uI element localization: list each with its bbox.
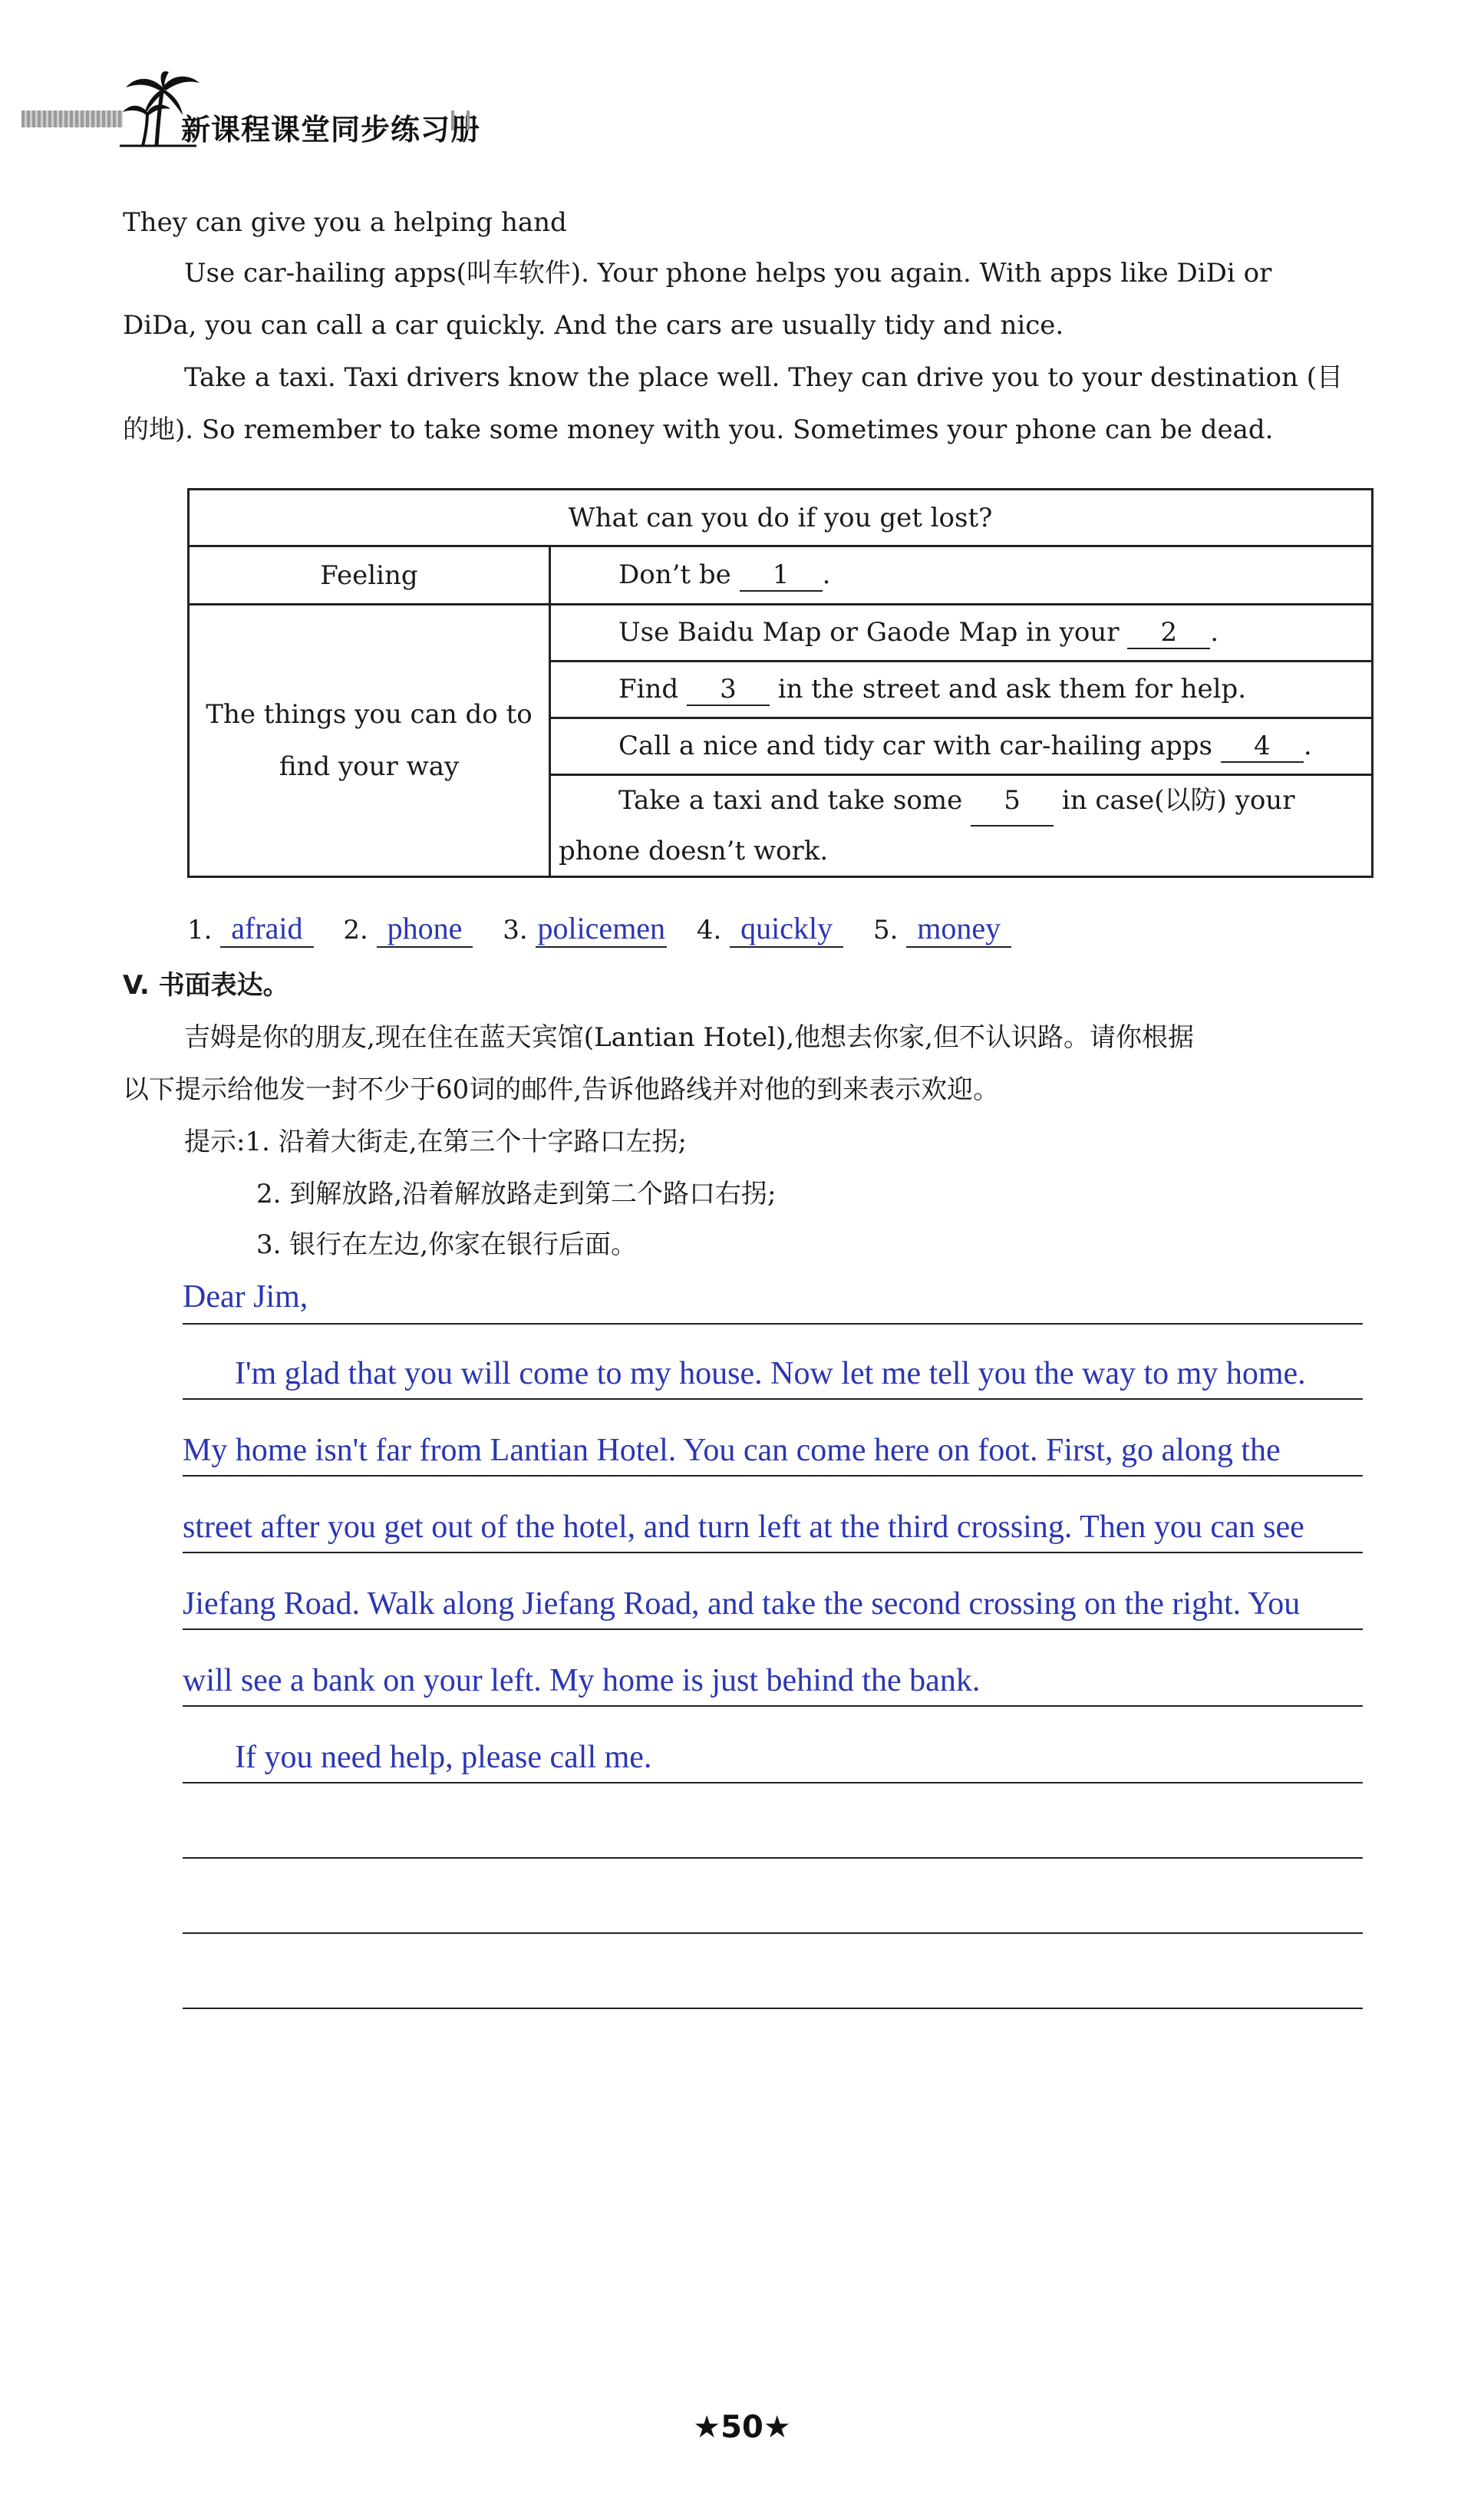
writing-line bbox=[183, 1932, 1363, 1934]
things-row-1 bbox=[550, 605, 1373, 662]
header-end-mark bbox=[451, 111, 470, 130]
feeling-label: Feeling bbox=[189, 546, 550, 605]
writing-line bbox=[183, 1857, 1363, 1859]
writing-line bbox=[183, 1398, 1363, 1400]
blank-1: 1 bbox=[740, 559, 823, 592]
book-title: 新课程课堂同步练习册 bbox=[181, 113, 481, 147]
things-row-2 bbox=[550, 662, 1373, 718]
essay-greeting: Dear Jim, bbox=[183, 1279, 308, 1315]
cell-text: Don’t be bbox=[618, 559, 731, 590]
blank-2: 2 bbox=[1127, 617, 1210, 649]
cell-text: Use Baidu Map or Gaode Map in your bbox=[618, 616, 1120, 648]
page-header bbox=[21, 71, 513, 163]
essay-line: will see a bank on your left. My home is just behind the bank. bbox=[183, 1663, 981, 1698]
hint-line: 3. 银行在左边,你家在银行后面。 bbox=[256, 1229, 638, 1260]
answer-number: 1. bbox=[187, 915, 213, 945]
answer-number: 2. bbox=[343, 915, 368, 945]
things-row-3 bbox=[550, 718, 1373, 775]
prompt-line: 吉姆是你的朋友,现在住在蓝天宾馆(Lantian Hotel),他想去你家,但不认识路。请你根据 bbox=[184, 1022, 1194, 1053]
passage-line: 的地). So remember to take some money with you. Sometimes your phone can be dead. bbox=[123, 414, 1274, 445]
answer-1: afraid bbox=[220, 910, 313, 948]
passage-line: DiDa, you can call a car quickly. And the cars are usually tidy and nice. bbox=[123, 310, 1064, 341]
answer-3: policemen bbox=[536, 910, 667, 948]
cell-text: phone doesn’t work. bbox=[559, 836, 829, 866]
cell-text: Find bbox=[618, 673, 679, 704]
cell-text: Take a taxi and take some bbox=[618, 785, 963, 816]
essay-line: Jiefang Road. Walk along Jiefang Road, and take the second crossing on the right. You bbox=[183, 1586, 1301, 1622]
answer-2: phone bbox=[377, 910, 473, 948]
header-decor-bar bbox=[21, 111, 123, 127]
section-heading: V. 书面表达。 bbox=[123, 970, 289, 1001]
info-table bbox=[187, 488, 1374, 878]
cell-text: . bbox=[822, 559, 831, 590]
prompt-line: 以下提示给他发一封不少于60词的邮件,告诉他路线并对他的到来表示欢迎。 bbox=[123, 1074, 1000, 1105]
writing-line bbox=[183, 1705, 1363, 1707]
essay-line: I'm glad that you will come to my house. Now let me tell you the way to my home. bbox=[235, 1356, 1306, 1391]
essay-line: My home isn't far from Lantian Hotel. You can come here on foot. First, go along the bbox=[183, 1433, 1281, 1468]
feeling-cell bbox=[550, 546, 1373, 605]
things-row-4 bbox=[550, 775, 1373, 877]
blank-4: 4 bbox=[1221, 731, 1304, 763]
answer-row bbox=[187, 910, 1033, 948]
blank-3: 3 bbox=[687, 674, 770, 706]
cell-text: in case(以防) your bbox=[1061, 785, 1295, 816]
answer-number: 4. bbox=[696, 915, 722, 945]
hint-line: 2. 到解放路,沿着解放路走到第二个路口右拐; bbox=[256, 1179, 777, 1209]
blank-5: 5 bbox=[971, 776, 1054, 827]
passage-line: Take a taxi. Taxi drivers know the place well. They can drive you to your destination (目 bbox=[184, 362, 1343, 393]
answer-4: quickly bbox=[730, 910, 843, 948]
passage-line: Use car-hailing apps(叫车软件). Your phone helps you again. With apps like DiDi or bbox=[184, 258, 1272, 289]
writing-line bbox=[183, 1323, 1363, 1325]
answer-number: 5. bbox=[872, 915, 899, 945]
writing-line bbox=[183, 1475, 1363, 1477]
passage-line: They can give you a helping hand bbox=[123, 207, 567, 238]
cell-text: . bbox=[1303, 730, 1312, 761]
page-number: ★50★ bbox=[693, 2410, 791, 2445]
answer-5: money bbox=[906, 910, 1011, 948]
cell-text: Call a nice and tidy car with car-hailing apps bbox=[618, 730, 1212, 761]
things-label: The things you can do to find your way bbox=[189, 605, 550, 877]
essay-line: street after you get out of the hotel, and turn left at the third crossing. Then you can see bbox=[183, 1510, 1304, 1545]
cell-text: in the street and ask them for help. bbox=[777, 673, 1247, 704]
hint-line: 提示:1. 沿着大街走,在第三个十字路口左拐; bbox=[184, 1127, 687, 1157]
writing-line bbox=[183, 1628, 1363, 1630]
writing-line bbox=[183, 2008, 1363, 2009]
answer-number: 3. bbox=[503, 915, 528, 945]
essay-line: If you need help, please call me. bbox=[235, 1740, 652, 1775]
table-title: What can you do if you get lost? bbox=[189, 490, 1373, 546]
writing-line bbox=[183, 1552, 1363, 1553]
writing-line bbox=[183, 1782, 1363, 1783]
cell-text: . bbox=[1210, 616, 1219, 648]
